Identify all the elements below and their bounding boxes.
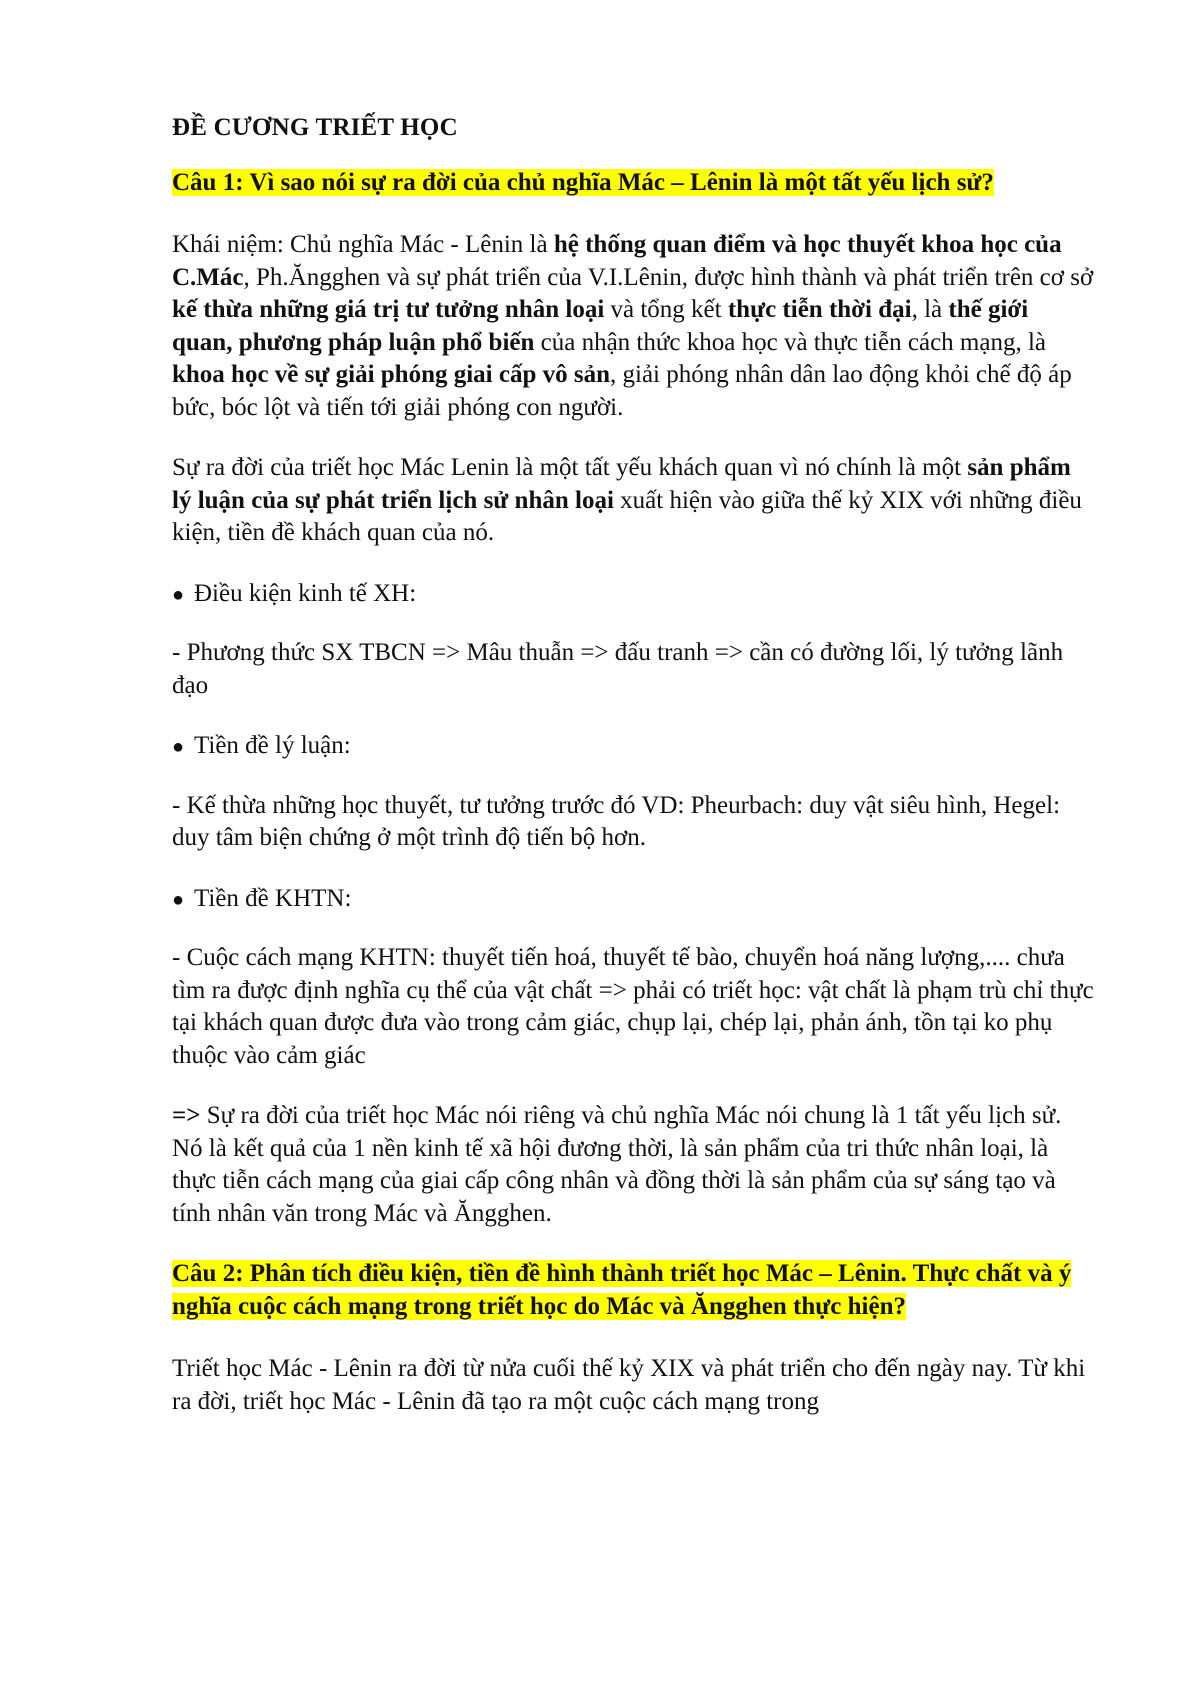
concept-bold-2: kế thừa những giá trị tư tưởng nhân loại xyxy=(172,296,605,323)
conclusion-arrow: => xyxy=(172,1102,201,1129)
emergence-text-1: Sự ra đời của triết học Mác Lenin là một tất yếu khách quan vì nó chính là một xyxy=(172,454,968,481)
conclusion-paragraph xyxy=(172,1100,1094,1230)
emergence-bold-1: sản phẩm lý luận của sự phát triển lịch sử nhân loại xyxy=(172,454,1071,514)
question-2-heading xyxy=(172,1258,1094,1323)
conclusion-text: Sự ra đời của triết học Mác nói riêng và chủ nghĩa Mác nói chung là 1 tất yếu lịch sử. Nó là kết quả của 1 nền kinh tế xã hội đương thời, là sản phẩm của tri thức nhân loại, là thực tiễn cách mạng của giai cấp công nhân và đồng thời là sản phẩm của sự sáng tạo và tính nhân văn trong Mác và Ăngghen. xyxy=(172,1102,1062,1227)
concept-text-3: và tổng kết xyxy=(604,296,728,323)
question-2-text: Câu 2: Phân tích điều kiện, tiền đề hình thành triết học Mác – Lênin. Thực chất và ý nghĩa cuộc cách mạng trong triết học do Mác và Ăngghen thực hiện? xyxy=(172,1260,1072,1320)
document-page xyxy=(172,112,1094,1446)
emergence-text-2: xuất hiện vào giữa thế kỷ XIX với những điều kiện, tiền đề khách quan của nó. xyxy=(172,486,1082,546)
bullet-dot-icon: ● xyxy=(172,736,185,758)
question-1-text: Câu 1: Vì sao nói sự ra đời của chủ nghĩa Mác – Lênin là một tất yếu lịch sử? xyxy=(172,168,994,196)
bullet-theoretical-premise xyxy=(172,730,1094,764)
answer-2-paragraph: Triết học Mác - Lênin ra đời từ nửa cuối thế kỷ XIX và phát triển cho đến ngày nay. Từ khi ra đời, triết học Mác - Lênin đã tạo ra một cuộc cách mạng trong xyxy=(172,1355,1086,1415)
concept-text-5: của nhận thức khoa học và thực tiễn cách mạng, là xyxy=(534,328,1047,356)
bullet-economic-conditions xyxy=(172,578,1094,612)
concept-text-1: Khái niệm: Chủ nghĩa Mác - Lênin là xyxy=(172,231,554,258)
bullet-natural-science-label: Tiền đề KHTN: xyxy=(194,884,352,912)
concept-bold-1: hệ thống quan điểm và học thuyết khoa học của C.Mác xyxy=(172,231,1062,291)
concept-bold-5: khoa học về sự giải phóng giai cấp vô sản xyxy=(172,361,611,388)
bullet-dot-icon: ● xyxy=(172,888,185,911)
concept-paragraph xyxy=(172,229,1094,424)
concept-text-6: , giải phóng nhân dân lao động khỏi chế độ áp bức, bóc lột và tiến tới giải phóng con người. xyxy=(172,361,1072,421)
bullet-dot-icon: ● xyxy=(172,583,185,606)
bullet-theoretical-label: Tiền đề lý luận: xyxy=(194,732,351,759)
natural-science-line: - Cuộc cách mạng KHTN: thuyết tiến hoá, thuyết tế bào, chuyển hoá năng lượng,.... chưa tìm ra được định nghĩa cụ thể của vật chất => phải có triết học: vật chất là phạm trù chỉ thực tại khách quan được đưa vào trong cảm giác, chụp lại, chép lại, phản ánh, tồn tại ko phụ thuộc vào cảm giác xyxy=(172,944,1094,1069)
concept-bold-4: thế giới quan, phương pháp luận phổ biến xyxy=(172,296,1029,356)
question-1-heading xyxy=(172,167,1094,200)
bullet-economic-label: Điều kiện kinh tế XH: xyxy=(194,579,417,607)
concept-bold-3: thực tiễn thời đại xyxy=(727,296,912,323)
emergence-paragraph xyxy=(172,452,1094,550)
economic-line: - Phương thức SX TBCN => Mâu thuẫn => đấu tranh => cần có đường lối, lý tưởng lãnh đạo xyxy=(172,639,1064,699)
concept-text-2: , Ph.Ăngghen và sự phát triển của V.I.Lênin, được hình thành và phát triển trên cơ sở xyxy=(243,263,1094,291)
document-title: ĐỀ CƯƠNG TRIẾT HỌC xyxy=(172,114,458,141)
bullet-natural-science-premise xyxy=(172,883,1094,917)
concept-text-4: , là xyxy=(911,296,949,323)
theoretical-line: - Kế thừa những học thuyết, tư tưởng trước đó VD: Pheurbach: duy vật siêu hình, Hegel: duy tâm biện chứng ở một trình độ tiến bộ hơn. xyxy=(172,791,1061,851)
